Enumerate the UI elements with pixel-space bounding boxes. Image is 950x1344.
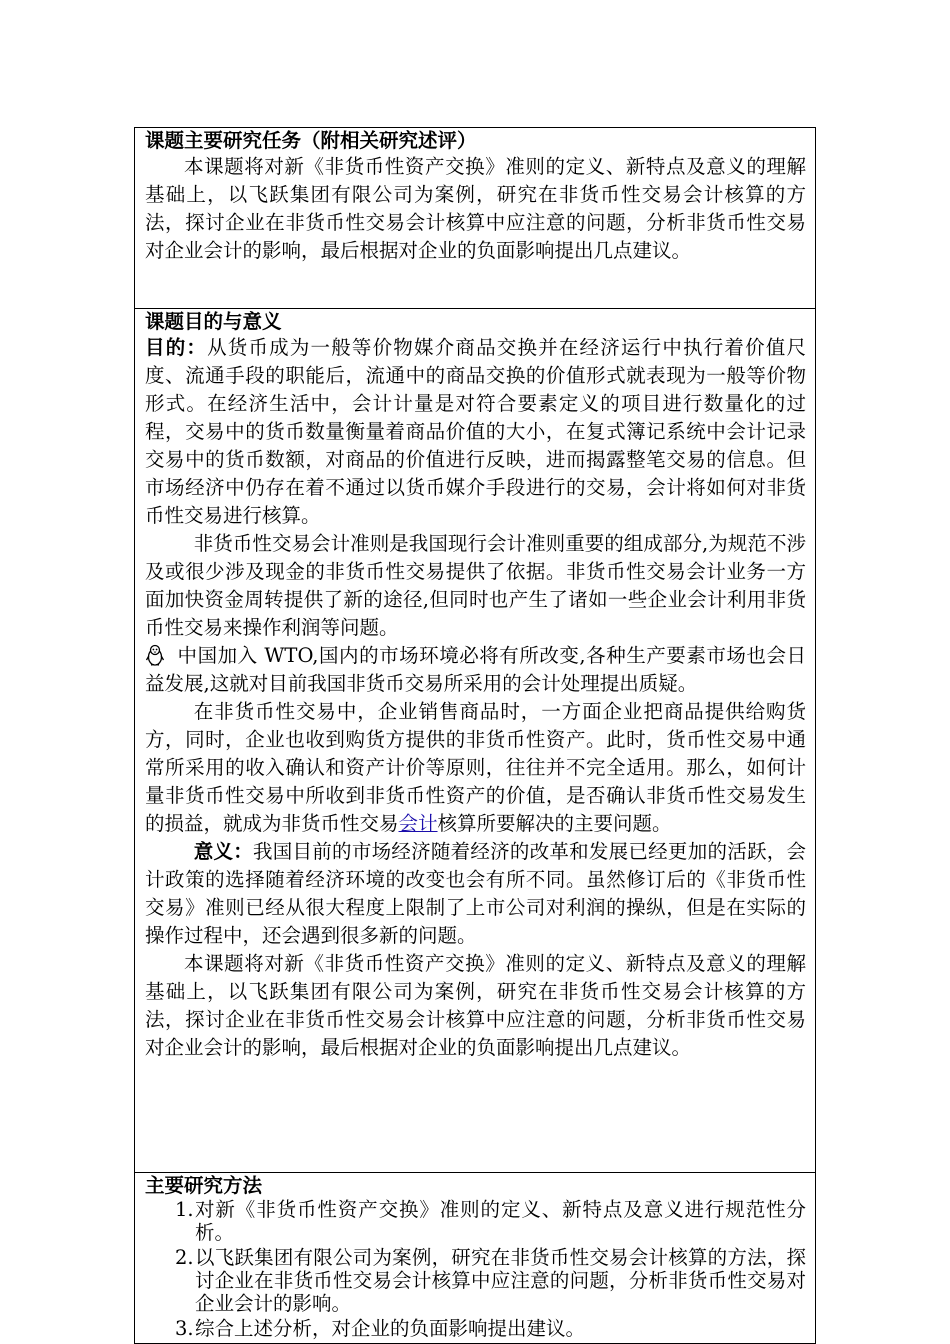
list-item-text: 以飞跃集团有限公司为案例，研究在非货币性交易会计核算的方法，探讨企业在非货币性交易会计核算中应注意的问题，分析非货币性交易对企业会计的影响。 — [195, 1246, 806, 1315]
list-item-text: 对新《非货币性资产交换》准则的定义、新特点及意义进行规范性分析。 — [195, 1198, 806, 1244]
proposal-form-table — [134, 127, 816, 1344]
wto-text: 中国加入 WTO,国内的市场环境必将有所改变,各种生产要素市场也会日益发展,这就对目前我国非货币交易所采用的会计处理提出质疑。 — [145, 644, 806, 695]
purpose-paragraph — [145, 334, 806, 530]
list-item-text: 综合上述分析，对企业的负面影响提出建议。 — [195, 1317, 586, 1340]
accounting-link[interactable]: 会计 — [398, 812, 438, 835]
section-research-tasks — [135, 128, 815, 308]
trade-text-after-link: 核算所要解决的主要问题。 — [437, 812, 672, 835]
list-item — [145, 1317, 806, 1340]
list-item — [145, 1198, 806, 1244]
list-item-number: 3. — [175, 1317, 194, 1340]
section-title-purpose: 课题目的与意义 — [145, 310, 282, 333]
methods-list — [145, 1198, 806, 1340]
significance-text: 我国目前的市场经济随着经济的改革和发展已经更加的活跃，会计政策的选择随着经济环境的改变也会有所不同。虽然修订后的《非货币性交易》准则已经从很大程度上限制了上市公司对利润的操纵，但是在实际的操作过程中，还会遇到很多新的问题。 — [145, 840, 806, 947]
significance-paragraph — [145, 838, 806, 950]
section-title-research-tasks: 课题主要研究任务（附相关研究述评） — [145, 129, 477, 152]
wto-paragraph — [145, 642, 806, 698]
significance-label: 意义： — [193, 840, 254, 863]
standard-paragraph: 非货币性交易会计准则是我国现行会计准则重要的组成部分,为规范不涉及或很少涉及现金的非货币性交易提供了依据。非货币性交易会计业务一方面加快资金周转提供了新的途径,但同时也产生了诸如一些企业会计利用非货币性交易来操作利润等问题。 — [145, 532, 806, 639]
repeat-summary-paragraph: 本课题将对新《非货币性资产交换》准则的定义、新特点及意义的理解基础上，以飞跃集团有限公司为案例，研究在非货币性交易会计核算的方法，探讨企业在非货币性交易会计核算中应注意的问题，分析非货币性交易对企业会计的影响，最后根据对企业的负面影响提出几点建议。 — [145, 952, 806, 1059]
purpose-text: 从货币成为一般等价物媒介商品交换并在经济运行中执行着价值尺度、流通手段的职能后，流通中的商品交换的价值形式就表现为一般等价物形式。在经济生活中，会计计量是对符合要素定义的项目进行数量化的过程，交易中的货币数量衡量着商品价值的大小，在复式簿记系统中会计记录交易中的货币数额，对商品的价值进行反映，进而揭露整笔交易的信息。但市场经济中仍存在着不通过以货币媒介手段进行的交易，会计将如何对非货币性交易进行核算。 — [145, 336, 806, 527]
non-monetary-trade-paragraph — [145, 698, 806, 838]
list-item — [145, 1246, 806, 1315]
section-title-methods: 主要研究方法 — [145, 1174, 263, 1197]
research-tasks-body: 本课题将对新《非货币性资产交换》准则的定义、新特点及意义的理解基础上，以飞跃集团有限公司为案例，研究在非货币性交易会计核算的方法，探讨企业在非货币性交易会计核算中应注意的问题，分析非货币性交易对企业会计的影响，最后根据对企业的负面影响提出几点建议。 — [145, 155, 806, 262]
trade-text-before-link: 在非货币性交易中，企业销售商品时，一方面企业把商品提供给购货方，同时，企业也收到购货方提供的非货币性资产。此时，货币性交易中通常所采用的收入确认和资产计价等原则，往往并不完全适用。那么，如何计量非货币性交易中所收到非货币性资产的价值，是否确认非货币性交易发生的损益，就成为非货币性交易 — [145, 700, 806, 835]
list-item-number: 2. — [175, 1246, 194, 1269]
purpose-label: 目的： — [145, 336, 208, 359]
section-research-methods — [135, 1172, 815, 1343]
section-purpose-significance — [135, 308, 815, 1172]
list-item-number: 1. — [175, 1198, 194, 1221]
penguin-icon — [145, 644, 165, 666]
